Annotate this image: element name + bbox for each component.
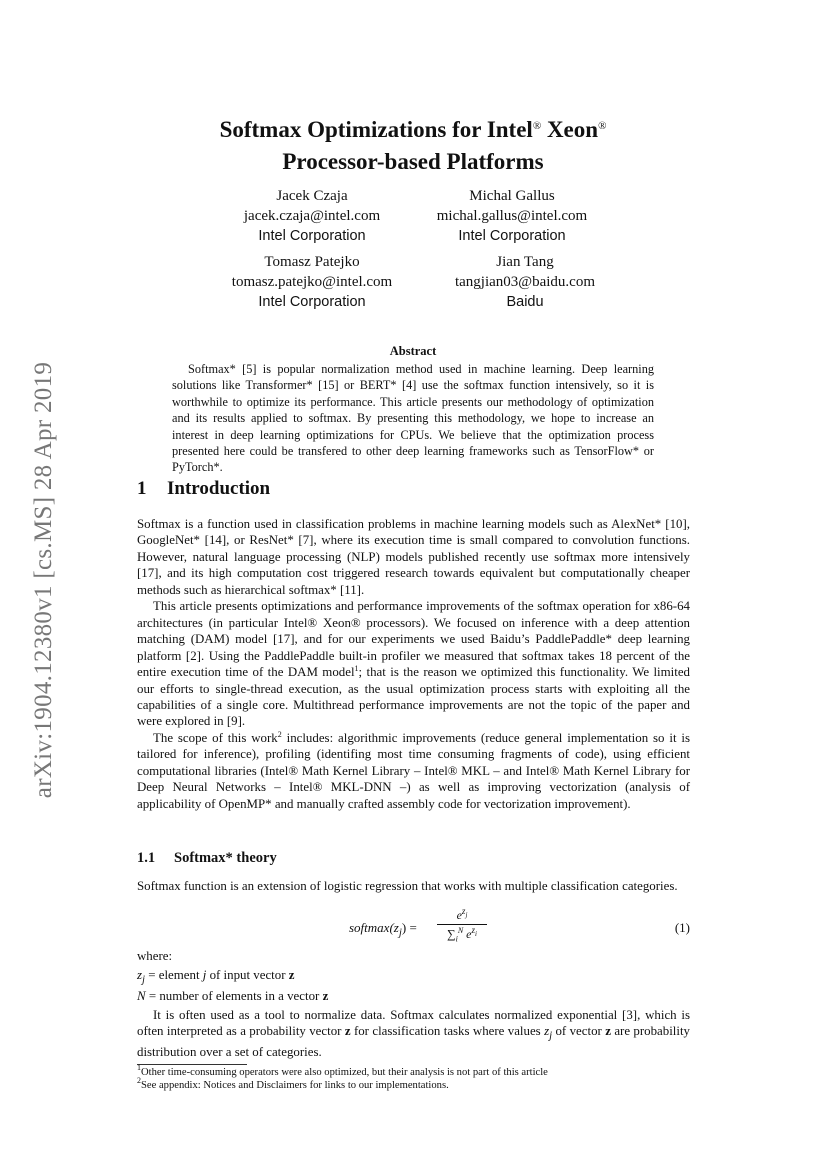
paragraph <box>137 598 690 730</box>
definition-row <box>137 967 328 988</box>
text-run: are probability distribution over a set of categories. <box>137 1024 690 1060</box>
text-run: ∑ <box>447 927 456 941</box>
definitions <box>137 967 328 1004</box>
equation-fraction <box>437 906 487 943</box>
footnote <box>137 1063 697 1080</box>
footnote <box>137 1075 697 1093</box>
author-affiliation: Intel Corporation <box>258 294 366 310</box>
title-line1b: Xeon <box>541 117 599 142</box>
text-run: z <box>461 906 466 916</box>
text-run: z <box>471 925 476 935</box>
subsection-number: 1.1 <box>137 850 156 866</box>
symbol: z <box>137 968 143 982</box>
arxiv-id: arXiv:1904.12380v1 [cs.MS] 28 Apr 2019 <box>30 361 57 799</box>
subsection-intro <box>137 878 690 894</box>
arxiv-sidebar-stamp <box>24 330 64 830</box>
subsection-title: Softmax* theory <box>174 850 277 866</box>
subsection-body <box>137 1007 690 1061</box>
author-name: Jacek Czaja <box>276 188 348 204</box>
title-line1: Softmax Optimizations for Intel <box>219 117 533 142</box>
text-run: = number of elements in a vector <box>145 988 323 1003</box>
subscript: i <box>455 934 458 944</box>
text-run: e <box>456 908 462 922</box>
vector-symbol: z <box>344 1024 351 1039</box>
section-title: Introduction <box>167 478 271 499</box>
title-line2: Processor-based Platforms <box>282 149 544 174</box>
section-heading <box>137 478 270 500</box>
abstract-text <box>172 361 654 476</box>
author-name: Michal Gallus <box>469 188 555 204</box>
author-email: michal.gallus@intel.com <box>436 208 588 224</box>
where-label <box>137 948 690 964</box>
footnote-text: Other time-consuming operators were also optimized, but their analysis is not part of this article <box>141 1067 548 1078</box>
author-name: Jian Tang <box>496 254 554 270</box>
footnotes <box>137 1063 697 1092</box>
paragraph: where: <box>137 949 173 963</box>
author-email: tomasz.patejko@intel.com <box>231 274 393 290</box>
footnote-mark: 2 <box>137 1075 141 1085</box>
equation-numerator <box>437 906 487 925</box>
text-run: The scope of this work <box>153 730 278 745</box>
superscript: N <box>457 926 464 935</box>
equation <box>137 906 690 946</box>
author-block <box>382 186 642 246</box>
symbol: j <box>202 968 207 982</box>
subscript: j <box>549 1030 553 1043</box>
symbol: N <box>137 988 146 1003</box>
vector-symbol: z <box>288 968 295 982</box>
subsection-heading <box>137 850 277 867</box>
vector-symbol: z <box>322 988 329 1003</box>
author-email: tangjian03@baidu.com <box>454 274 596 290</box>
text-run: for classification tasks where values <box>350 1024 545 1039</box>
paragraph <box>137 730 690 812</box>
subscript: j <box>142 973 146 986</box>
paragraph: Softmax is a function used in classification problems in machine learning models such as AlexNet* [10], GoogleNet* [14], or ResNet* [7], where its execution time is small compared to convolution functions. However, natural language processing (NLP) models published recently use softmax more intensively [17], and its high computation cost triggered research towards equivalent but computationally cheaper methods such as hierarchical softmax* [11]. <box>137 517 690 597</box>
registered-mark: ® <box>598 120 607 132</box>
footnote-mark: 2 <box>277 729 282 739</box>
footnote-rule <box>137 1064 247 1065</box>
text-run: of vector <box>552 1024 606 1039</box>
text-run: = element <box>145 968 203 982</box>
author-name: Tomasz Patejko <box>264 254 360 270</box>
equation-denominator <box>437 925 487 943</box>
text-run: softmax(z <box>349 920 399 935</box>
paper-title <box>120 110 706 178</box>
abstract-paragraph: Softmax* [5] is popular normalization method used in machine learning. Deep learning solutions like Transformer* [15] or BERT* [4] use the softmax function intensively, so it is worthwhile to optimize its performance. This article presents our methodology of optimization and its results applied to softmax. By presenting this methodology, we hope to increase an interest in deep learning optimizations for CPUs. We believe that the optimization process presented here could be transfered to other deep learning frameworks such as TensorFlow* or PyTorch*. <box>172 362 654 475</box>
section-number: 1 <box>137 478 147 499</box>
text-run: ) = <box>401 920 417 935</box>
text-run: includes: algorithmic improvements (reduce general implementation so it is tailored for inference), profiling (identifing most time consuming fragments of code), using efficient computational libraries (Intel® Math Kernel Library – Intel® MKL – and Intel® Math Kernel Library for Deep Neural Networks – Intel® MKL-DNN –) as well as improving vectorization (analysis of applicability of OpenMP* and manually crafted assembly code for vectorization improvement). <box>137 730 690 811</box>
author-affiliation: Baidu <box>506 294 544 310</box>
registered-mark: ® <box>532 120 542 132</box>
text-run: ; that is the reason we optimized this functionality. We limited our efforts to single-thread execution, as the usual optimization process starts with exploiting all the capabilities of a single core. Multithread performance improvements are not the topic of the paper and were explored in [9]. <box>137 665 690 729</box>
definition-row <box>137 988 328 1004</box>
author-affiliation: Intel Corporation <box>458 228 566 244</box>
text-run: e <box>463 927 472 941</box>
subscript: j <box>465 910 468 919</box>
author-affiliation: Intel Corporation <box>258 228 366 244</box>
paragraph <box>137 1007 690 1061</box>
text-run: of input vector <box>206 968 289 982</box>
subscript: j <box>398 926 402 939</box>
author-email: jacek.czaja@intel.com <box>243 208 381 224</box>
text-run: It is often used as a tool to normalize data. Softmax calculates normalized exponential [3], which is often interpreted as a probability vector <box>137 1008 690 1039</box>
author-block <box>395 252 655 312</box>
footnote-mark: 1 <box>354 664 359 674</box>
equation-lhs <box>349 920 417 939</box>
text-run: This article presents optimizations and performance improvements of the softmax operation for x86-64 architectures (in particular Intel® Xeon® processors). We focused on inference with a deep attention matching (DAM) model [17], and for our experiments we used Baidu’s PaddlePaddle* deep learning platform [2]. Using the PaddlePaddle built-in profiler we measured that softmax takes 18 percent of the entire execution time of the DAM model <box>137 599 690 680</box>
footnote-text: See appendix: Notices and Disclaimers for links to our implementations. <box>141 1079 449 1091</box>
footnote-mark: 1 <box>137 1063 141 1072</box>
symbol: z <box>544 1024 550 1039</box>
equation-number: (1) <box>674 920 690 935</box>
subscript: i <box>475 929 477 938</box>
section-body <box>137 516 690 812</box>
paragraph: Softmax function is an extension of logistic regression that works with multiple classification categories. <box>137 879 678 893</box>
abstract-heading: Abstract <box>389 344 437 358</box>
vector-symbol: z <box>605 1024 611 1039</box>
